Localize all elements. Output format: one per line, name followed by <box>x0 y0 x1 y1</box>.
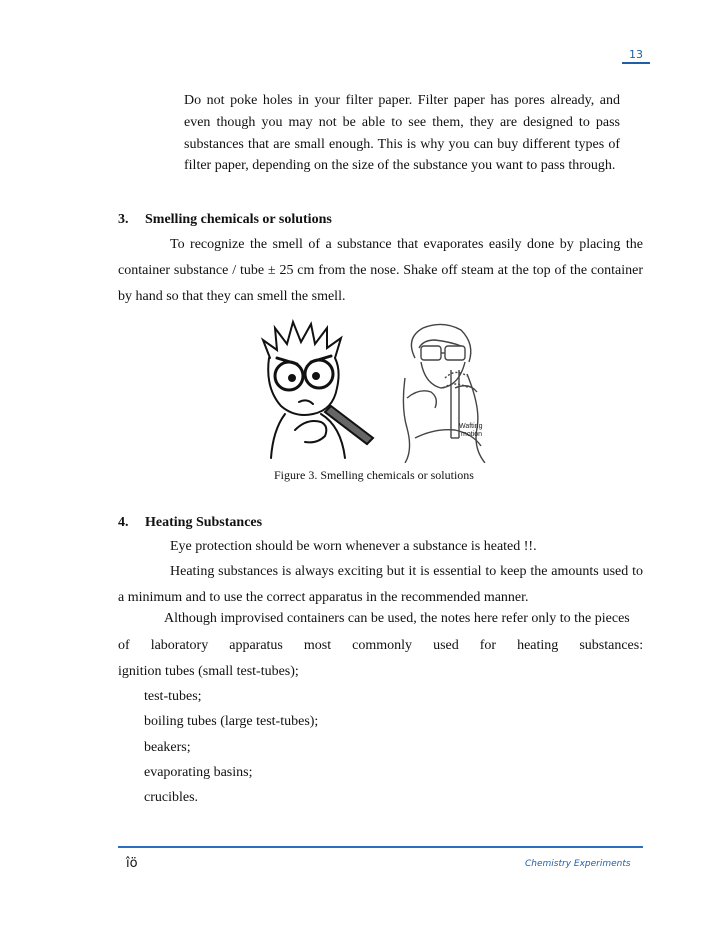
section-4-title: Heating Substances <box>145 515 263 530</box>
figure-caption: Figure 3. Smelling chemicals or solutions <box>274 468 474 482</box>
section-3-paragraph: To recognize the smell of a substance that evaporates easily done by placing the container substance / tube ± 25 cm from the nose. Shake off steam at the top of the container by hand so that they can smell the smell. <box>118 237 643 304</box>
smelling-illustration <box>255 318 495 463</box>
improvised-line: Although improvised containers can be used, the notes here refer only to the pieces <box>164 611 630 626</box>
footer-title: Chemistry Experiments <box>525 859 631 869</box>
wafting-label-1: Wafting <box>459 423 483 430</box>
apparatus-line: of laboratory apparatus most commonly used for heating substances: <box>118 638 644 653</box>
heating-paragraph: Heating substances is always exciting but it is essential to keep the amounts used to a minimum and to use the correct apparatus in the recommended manner. <box>118 564 643 605</box>
page-number: 13 <box>622 48 650 64</box>
smelling-figure <box>255 318 495 463</box>
eye-protection-line: Eye protection should be worn whenever a substance is heated !!. <box>170 539 537 554</box>
section-4-heading <box>118 515 262 531</box>
footer-left-mark: îö <box>126 856 138 871</box>
section-3-heading <box>118 212 332 228</box>
section-4-number: 4. <box>118 515 129 530</box>
list-item: boiling tubes (large test-tubes); <box>144 714 319 729</box>
list-item: test-tubes; <box>144 689 202 704</box>
list-item: beakers; <box>144 740 191 755</box>
wafting-label-2: motion <box>461 431 483 438</box>
section-3-number: 3. <box>118 212 129 227</box>
list-item: evaporating basins; <box>144 765 253 780</box>
footer-rule <box>118 846 643 848</box>
filter-paper-paragraph: Do not poke holes in your filter paper. Filter paper has pores already, and even though you may not be able to see them, they are designed to pass substances that are small enough. This is why you can buy different types of filter paper, depending on the size of the substance you want to pass through. <box>184 93 620 174</box>
ignition-tubes-line: ignition tubes (small test-tubes); <box>118 664 299 679</box>
list-item: crucibles. <box>144 790 199 805</box>
section-3-title: Smelling chemicals or solutions <box>145 212 332 227</box>
